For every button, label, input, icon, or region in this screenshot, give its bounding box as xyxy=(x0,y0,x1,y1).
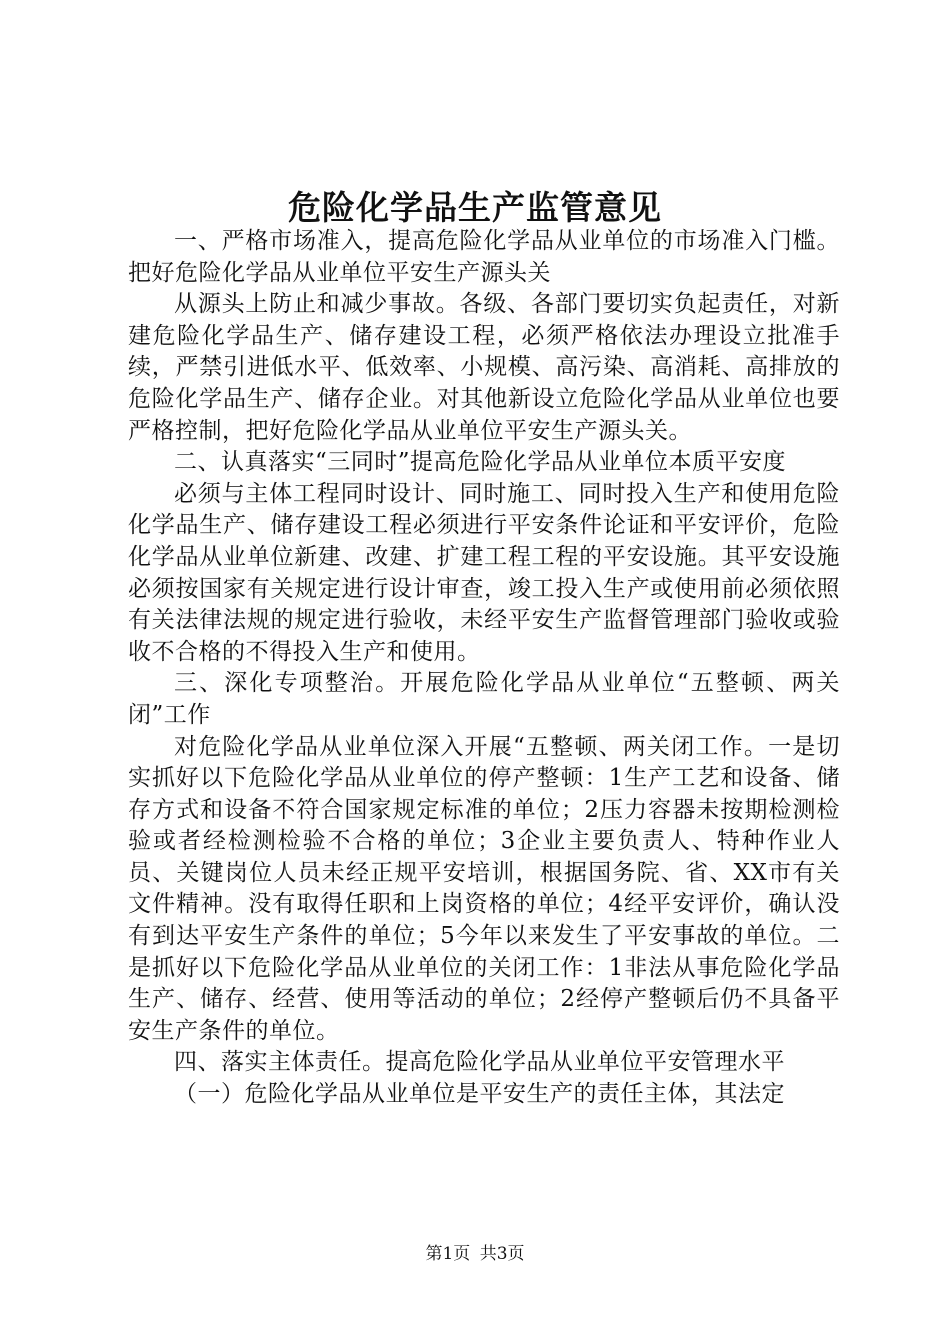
section-heading-2: 二、认真落实“三同时”提高危险化学品从业单位本质平安度 xyxy=(174,449,787,476)
document-body xyxy=(128,226,840,1111)
page-number: 第1页 xyxy=(425,1244,471,1264)
paragraph: 对危险化学品从业单位深入开展“五整顿、两关闭工作。一是切实抓好以下危险化学品从业单位的停产整顿：1生产工艺和设备、储存方式和设备不符合国家规定标准的单位；2压力容器未按期检测检验或者经检测检验不合格的单位；3企业主要负责人、特种作业人员、关键岗位人员未经正规平安培训，根据国务院、省、XX市有关文件精神。没有取得任职和上岗资格的单位；4经平安评价，确认没有到达平安生产条件的单位；5今年以来发生了平安事故的单位。二是抓好以下危险化学品从业单位的关闭工作：1非法从事危险化学品生产、储存、经营、使用等活动的单位；2经停产整顿后仍不具备平安生产条件的单位。 xyxy=(128,733,840,1044)
document-title: 危险化学品生产监管意见 xyxy=(288,188,662,227)
section-heading-1: 一、严格市场准入，提高危险化学品从业单位的市场准入门槛。把好危险化学品从业单位平安生产源头关 xyxy=(128,228,840,286)
section-heading-3: 三、深化专项整治。开展危险化学品从业单位“五整顿、两关闭”工作 xyxy=(128,670,840,728)
paragraph: 从源头上防止和减少事故。各级、各部门要切实负起责任，对新建危险化学品生产、储存建设工程，必须严格依法办理设立批准手续，严禁引进低水平、低效率、小规模、高污染、高消耗、高排放的危险化学品生产、储存企业。对其他新设立危险化学品从业单位也要严格控制，把好危险化学品从业单位平安生产源头关。 xyxy=(128,291,840,444)
page-footer xyxy=(0,1243,950,1265)
paragraph: （一）危险化学品从业单位是平安生产的责任主体，其法定 xyxy=(174,1081,785,1108)
total-pages: 共3页 xyxy=(479,1244,525,1264)
paragraph: 必须与主体工程同时设计、同时施工、同时投入生产和使用危险化学品生产、储存建设工程必须进行平安条件论证和平安评价，危险化学品从业单位新建、改建、扩建工程工程的平安设施。其平安设施必须按国家有关规定进行设计审查，竣工投入生产或使用前必须依照有关法律法规的规定进行验收，未经平安生产监督管理部门验收或验收不合格的不得投入生产和使用。 xyxy=(128,480,840,665)
section-heading-4: 四、落实主体责任。提高危险化学品从业单位平安管理水平 xyxy=(174,1049,785,1076)
